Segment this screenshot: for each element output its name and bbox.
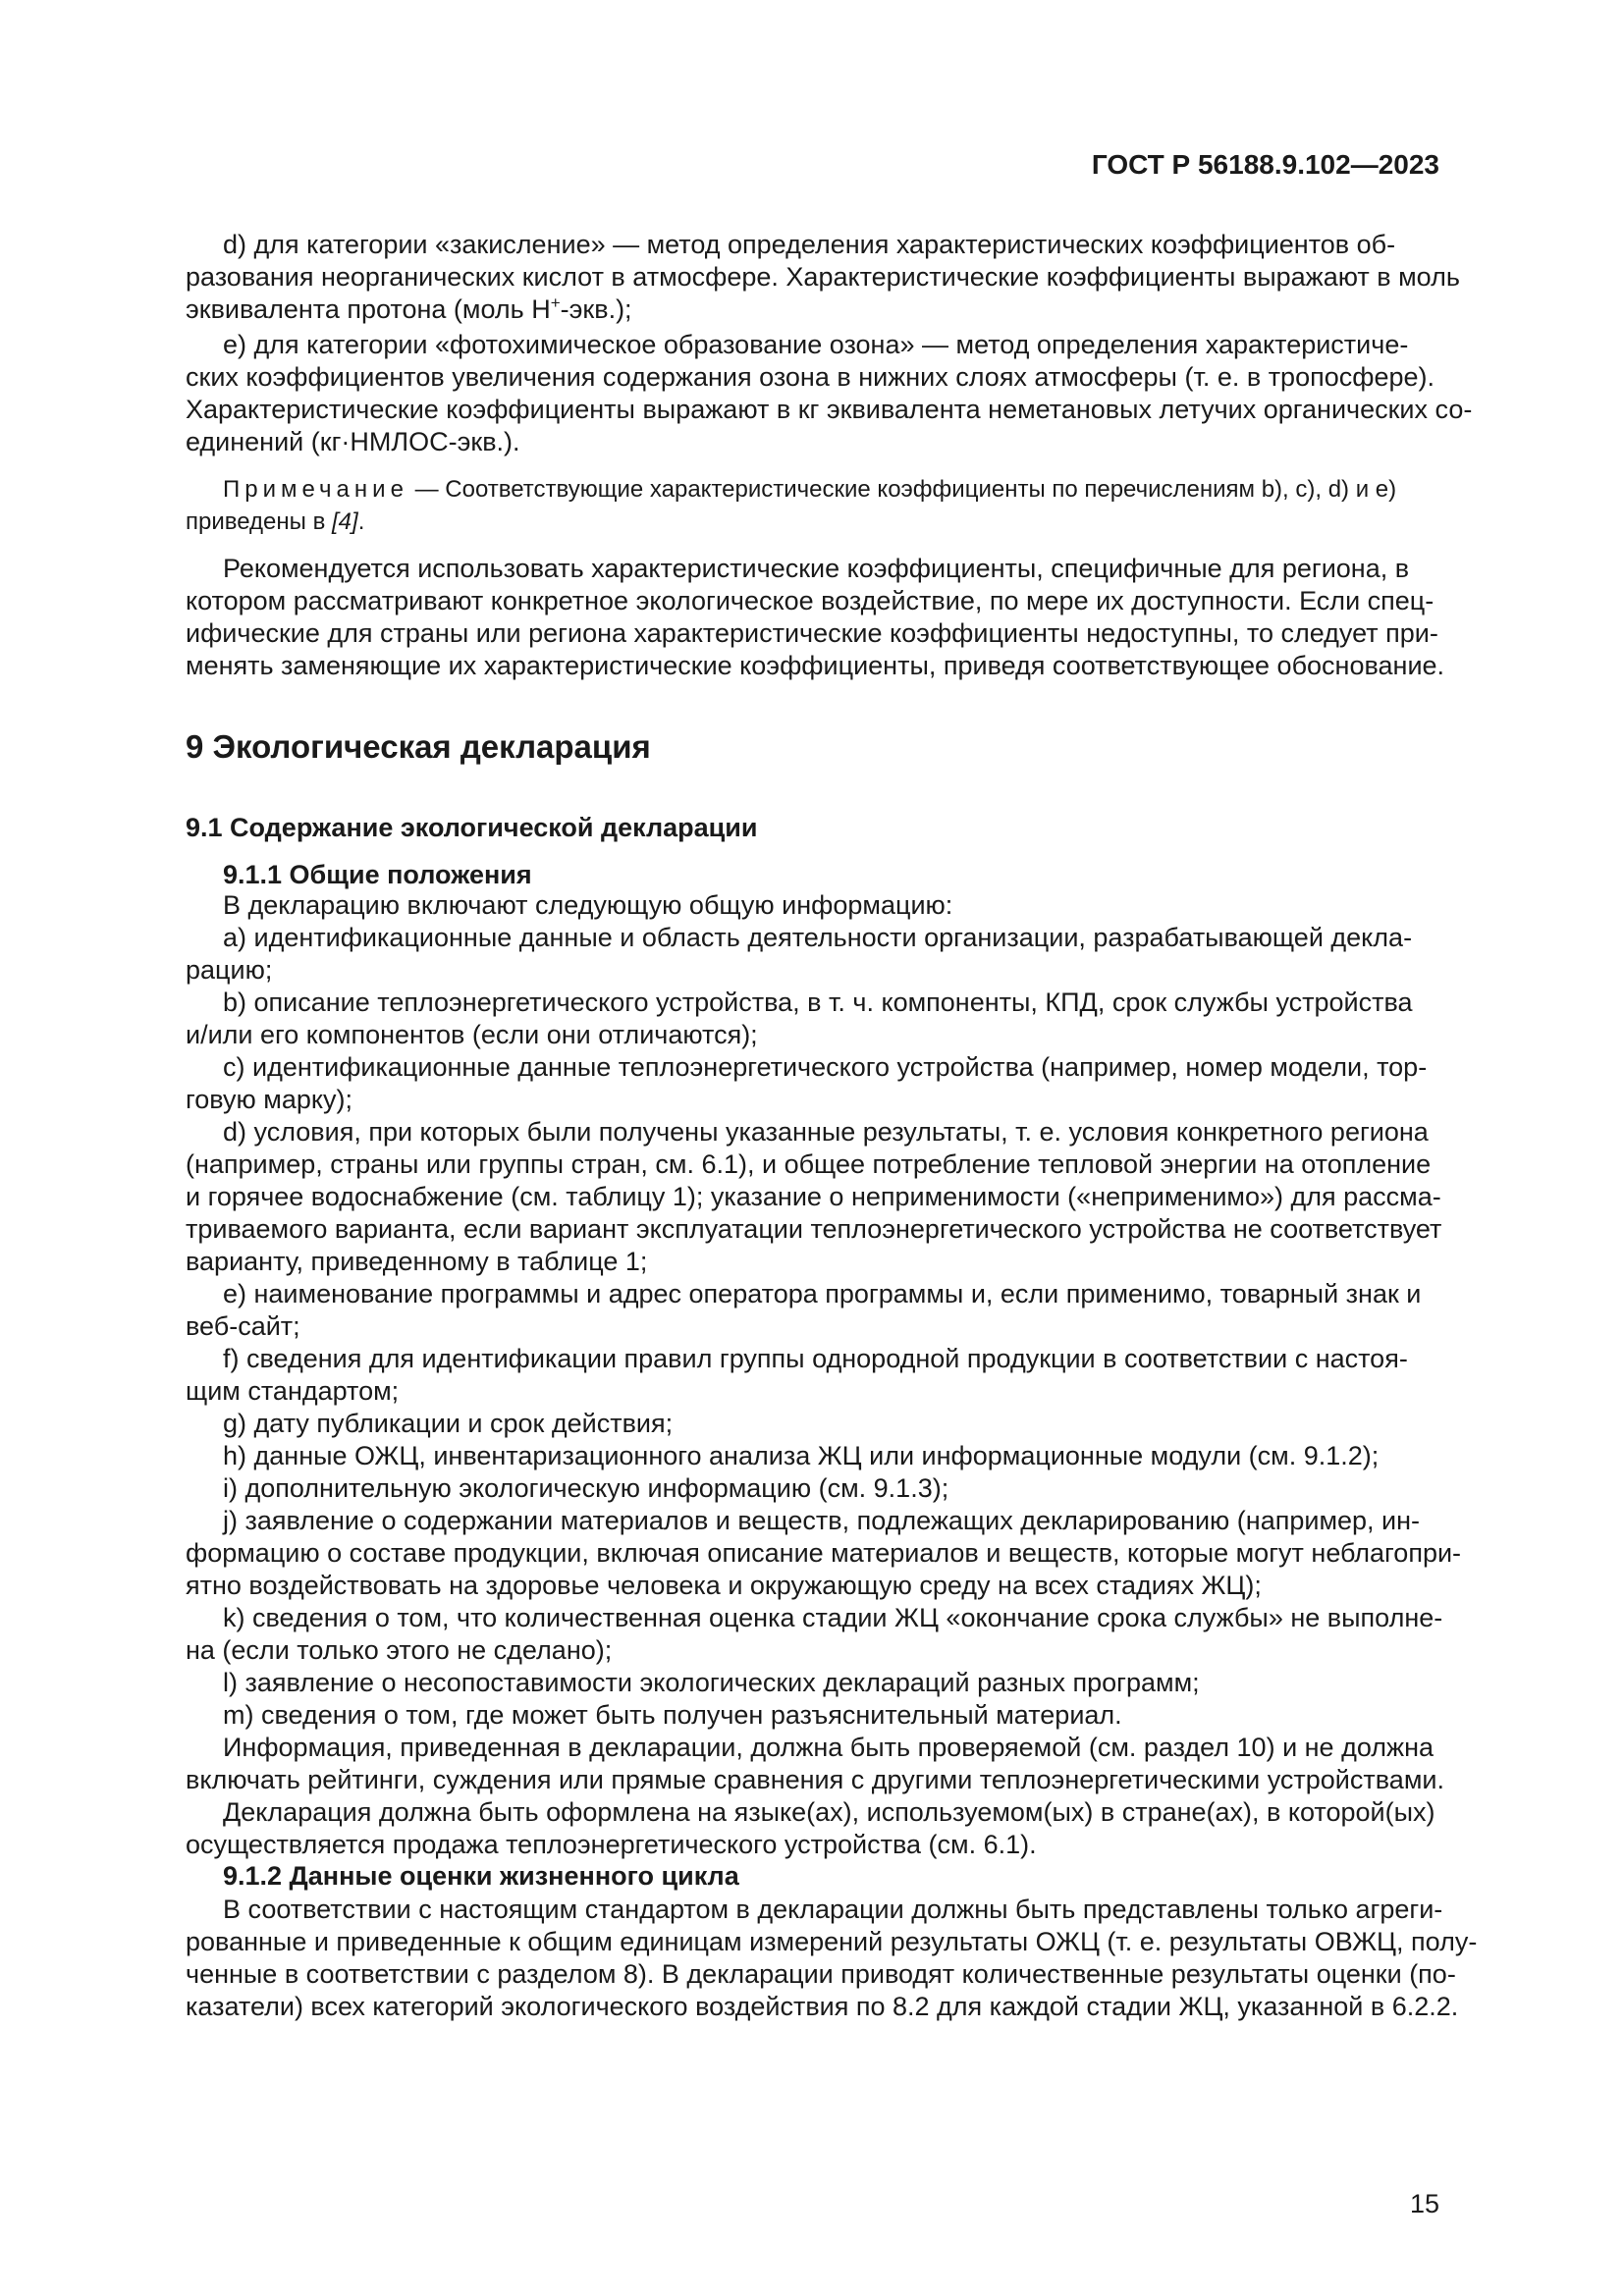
item-d-line3: и горячее водоснабжение (см. таблицу 1); указание о неприменимости («неприменимо») для рассма- [186, 1182, 1441, 1211]
list-item-e-line4: единений (кг·НМЛОС-экв.). [186, 427, 520, 456]
verify-line1: Информация, приведенная в декларации, должна быть проверяемой (см. раздел 10) и не должна [223, 1733, 1434, 1762]
item-i-line1: i) дополнительную экологическую информацию (см. 9.1.3); [223, 1473, 949, 1503]
section-9-heading: 9 Экологическая декларация [186, 728, 651, 765]
item-g-line1: g) дату публикации и срок действия; [223, 1409, 674, 1438]
recommend-line1: Рекомендуется использовать характеристические коэффициенты, специфичные для региона, в [223, 554, 1410, 583]
item-a-line2: рацию; [186, 955, 273, 985]
s912-line1: В соответствии с настоящим стандартом в декларации должны быть представлены только агреги- [223, 1895, 1443, 1924]
note-line1 [223, 473, 1396, 506]
list-item-e-line1: e) для категории «фотохимическое образование озона» — метод определения характеристиче- [223, 330, 1409, 359]
item-e-line2: веб-сайт; [186, 1311, 300, 1341]
item-l-line1: l) заявление о несопоставимости экологических деклараций разных программ; [223, 1668, 1200, 1697]
note-line2-pre: приведены в [186, 508, 332, 535]
item-d-line5: варианту, приведенному в таблице 1; [186, 1247, 648, 1276]
item-d-line4: триваемого варианта, если вариант эксплуатации теплоэнергетического устройства не соответствует [186, 1214, 1442, 1244]
recommend-line2: котором рассматривают конкретное экологическое воздействие, по мере их доступности. Если спец- [186, 586, 1435, 615]
item-f-line2: щим стандартом; [186, 1376, 400, 1406]
item-b-line2: и/или его компонентов (если они отличаются); [186, 1020, 758, 1049]
recommend-line4: менять заменяющие их характеристические коэффициенты, приведя соответствующее обоснование. [186, 651, 1445, 680]
item-a-line1: а) идентификационные данные и область деятельности организации, разрабатывающей декла- [223, 923, 1413, 952]
item-d-line2: (например, страны или группы стран, см. 6.1), и общее потребление тепловой энергии на отопление [186, 1149, 1432, 1179]
item-j-line3: ятно воздействовать на здоровье человека и окружающую среду на всех стадиях ЖЦ); [186, 1571, 1262, 1600]
item-h-line1: h) данные ОЖЦ, инвентаризационного анализа ЖЦ или информационные модули (см. 9.1.2); [223, 1441, 1380, 1470]
s912-line3: ченные в соответствии с разделом 8). В декларации приводят количественные результаты оценки (по- [186, 1959, 1456, 1989]
language-line1: Декларация должна быть оформлена на языке(ах), используемом(ых) в стране(ах), в которой(ых) [223, 1797, 1435, 1827]
section-9-1-1-heading: 9.1.1 Общие положения [223, 860, 532, 889]
item-m-line1: m) сведения о том, где может быть получен разъяснительный материал. [223, 1700, 1122, 1730]
list-item-d-line3-text: эквивалента протона (моль H [186, 294, 551, 324]
page-number: 15 [1409, 2189, 1439, 2218]
list-item-d-line3-tail: -экв.); [560, 294, 632, 324]
note-line2 [186, 506, 364, 538]
list-item-d-line3 [186, 294, 632, 326]
item-d-line1: d) условия, при которых были получены указанные результаты, т. е. условия конкретного региона [223, 1117, 1429, 1147]
list-item-e-line2: ских коэффициентов увеличения содержания озона в нижних слоях атмосферы (т. е. в тропосфере). [186, 362, 1435, 392]
item-k-line2: на (если только этого не сделано); [186, 1635, 613, 1665]
note-line2-post: . [357, 508, 365, 535]
document-header-id: ГОСТ Р 56188.9.102—2023 [1091, 149, 1439, 180]
proton-superscript: + [550, 294, 561, 312]
note-reference: [4] [332, 508, 358, 535]
s912-line4: казатели) всех категорий экологического воздействия по 8.2 для каждой стадии ЖЦ, указанной в 6.2.2. [186, 1992, 1459, 2021]
item-j-line2: формацию о составе продукции, включая описание материалов и веществ, которые могут неблагопри- [186, 1538, 1462, 1568]
item-c-line2: говую марку); [186, 1085, 352, 1114]
item-b-line1: b) описание теплоэнергетического устройства, в т. ч. компоненты, КПД, срок службы устройства [223, 988, 1413, 1017]
item-e-line1: e) наименование программы и адрес оператора программы и, если применимо, товарный знак и [223, 1279, 1422, 1308]
item-k-line1: k) сведения о том, что количественная оценка стадии ЖЦ «окончание срока службы» не выполне- [223, 1603, 1443, 1632]
item-c-line1: c) идентификационные данные теплоэнергетического устройства (например, номер модели, тор- [223, 1052, 1428, 1082]
list-item-d-line1: d) для категории «закисление» — метод определения характеристических коэффициентов об- [223, 230, 1396, 259]
item-j-line1: j) заявление о содержании материалов и веществ, подлежащих декларированию (например, ин- [223, 1506, 1421, 1535]
item-f-line1: f) сведения для идентификации правил группы однородной продукции в соответствии с настоя- [223, 1344, 1408, 1373]
recommend-line3: ифические для страны или региона характеристические коэффициенты недоступны, то следует при- [186, 618, 1438, 648]
language-line2: осуществляется продажа теплоэнергетического устройства (см. 6.1). [186, 1830, 1037, 1859]
section-9-1-heading: 9.1 Содержание экологической декларации [186, 813, 758, 842]
s912-line2: рованные и приведенные к общим единицам измерений результаты ОЖЦ (т. е. результаты ОВЖЦ, полу- [186, 1927, 1478, 1956]
note-label: Примечание [223, 476, 408, 503]
note-text: — Соответствующие характеристические коэффициенты по перечислениям b), c), d) и e) [414, 476, 1397, 503]
section-9-1-1-intro: В декларацию включают следующую общую информацию: [223, 890, 953, 920]
list-item-e-line3: Характеристические коэффициенты выражают в кг эквивалента неметановых летучих органических со- [186, 395, 1473, 424]
list-item-d-line2: разования неорганических кислот в атмосфере. Характеристические коэффициенты выражают в моль [186, 262, 1460, 292]
verify-line2: включать рейтинги, суждения или прямые сравнения с другими теплоэнергетическими устройствами. [186, 1765, 1444, 1794]
section-9-1-2-heading: 9.1.2 Данные оценки жизненного цикла [223, 1861, 739, 1891]
